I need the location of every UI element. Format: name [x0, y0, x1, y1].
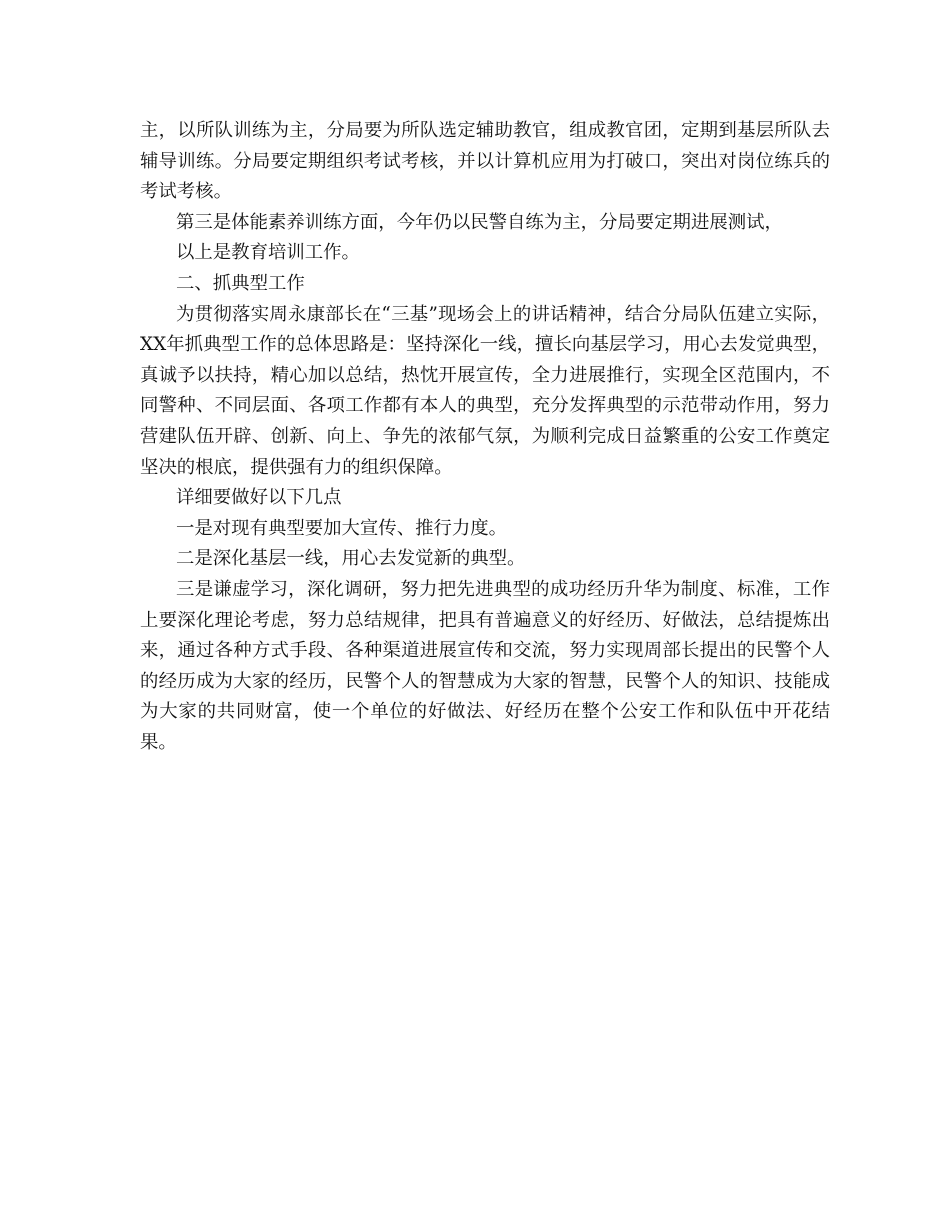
document-body	[140, 116, 830, 758]
paragraph-point-three: 三是谦虚学习，深化调研，努力把先进典型的成功经历升华为制度、标准，工作上要深化理论考虑，努力总结规律，把具有普遍意义的好经历、好做法，总结提炼出来，通过各种方式手段、各种渠道进展宣传和交流，努力实现周部长提出的民警个人的经历成为大家的经历，民警个人的智慧成为大家的智慧，民警个人的知识、技能成为大家的共同财富，使一个单位的好做法、好经历在整个公安工作和队伍中开花结果。	[140, 578, 830, 753]
paragraph-physical-training: 第三是体能素养训练方面，今年仍以民警自练为主，分局要定期进展测试，	[176, 211, 783, 233]
paragraph-training-continued: 主，以所队训练为主，分局要为所队选定辅助教官，组成教官团，定期到基层所队去辅导训练。分局要定期组织考试考核，并以计算机应用为打破口，突出对岗位练兵的考试考核。	[140, 120, 830, 203]
paragraph-points-intro: 详细要做好以下几点	[176, 487, 342, 509]
paragraph-point-one: 一是对现有典型要加大宣传、推行力度。	[176, 517, 508, 539]
paragraph-typical-work-overview: 为贯彻落实周永康部长在“三基”现场会上的讲话精神，结合分局队伍建立实际，XX年抓典型工作的总体思路是：坚持深化一线，擅长向基层学习，用心去发觉典型，真诚予以扶持，精心加以总结，热忱开展宣传，全力进展推行，实现全区范围内，不同警种、不同层面、各项工作都有本人的典型，充分发挥典型的示范带动作用，努力营建队伍开辟、创新、向上、争先的浓郁气氛，为顺利完成日益繁重的公安工作奠定坚决的根底，提供强有力的组织保障。	[140, 303, 830, 478]
paragraph-point-two: 二是深化基层一线，用心去发觉新的典型。	[176, 548, 526, 570]
paragraph-training-summary: 以上是教育培训工作。	[176, 242, 360, 264]
section-heading-typical-work: 二、抓典型工作	[176, 272, 305, 294]
